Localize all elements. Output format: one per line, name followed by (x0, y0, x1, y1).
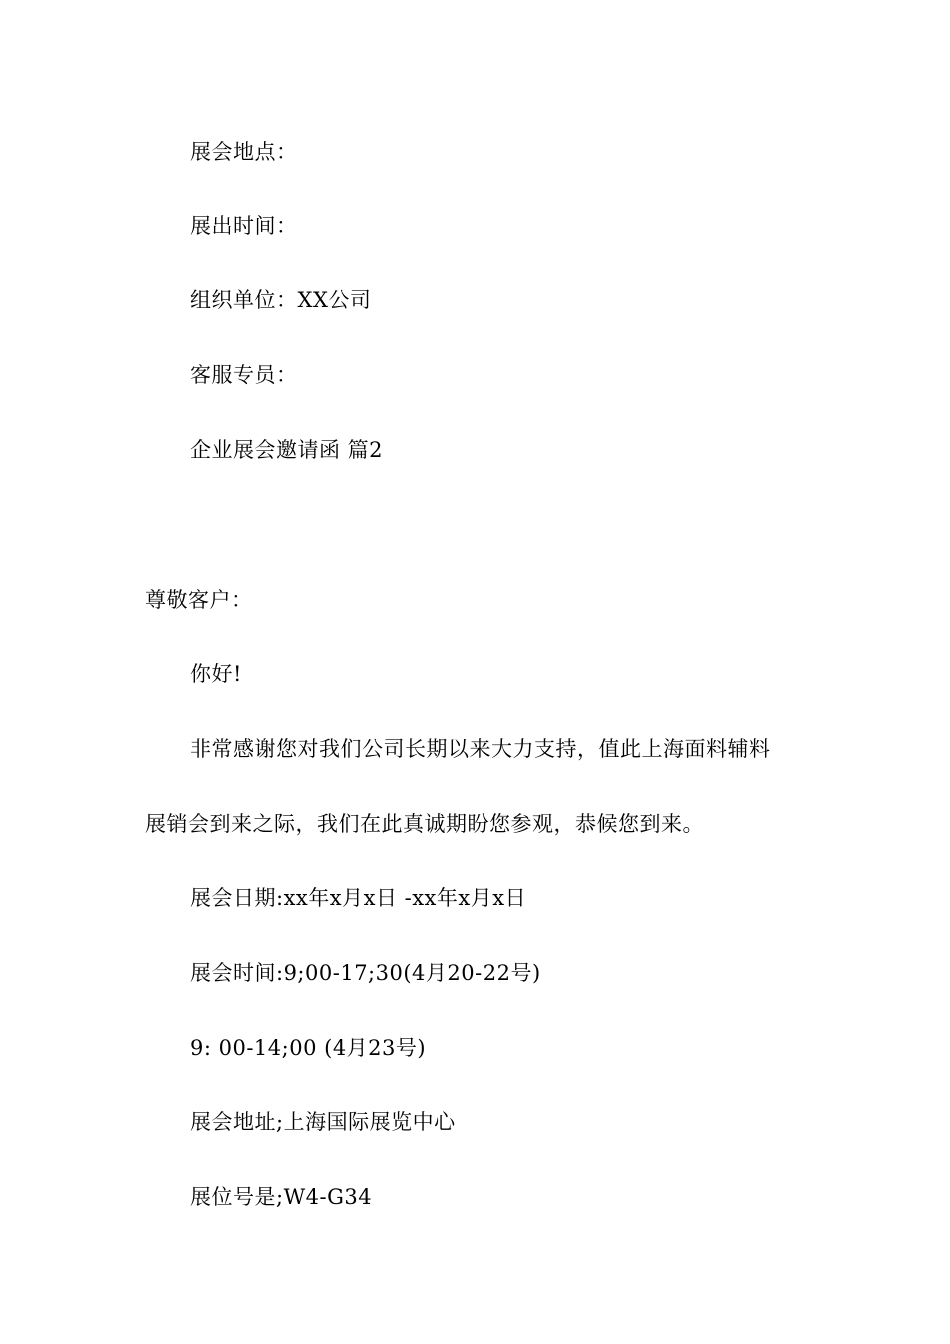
organizer-line: 组织单位：XX公司 (190, 288, 372, 312)
section-heading: 企业展会邀请函 篇2 (190, 438, 384, 462)
exhibition-hours-line: 展会时间:9;00-17;30(4月20-22号) (190, 961, 541, 985)
customer-service-line: 客服专员： (190, 363, 298, 387)
exhibition-date-line: 展会日期:xx年x月x日 -xx年x月x日 (190, 886, 527, 910)
exhibition-address-line: 展会地址;上海国际展览中心 (190, 1110, 456, 1134)
body-paragraph-line-2: 展销会到来之际，我们在此真诚期盼您参观，恭候您到来。 (145, 812, 704, 836)
exhibition-venue-line: 展会地点： (190, 140, 298, 164)
greeting: 你好! (190, 662, 242, 686)
booth-number-line: 展位号是;W4-G34 (190, 1185, 373, 1209)
exhibition-hours-last-day-line: 9: 00-14;00 (4月23号) (190, 1036, 427, 1060)
exhibition-time-line: 展出时间： (190, 214, 298, 238)
body-paragraph-line-1: 非常感谢您对我们公司长期以来大力支持，值此上海面料辅料 (190, 737, 771, 761)
salutation: 尊敬客户： (145, 588, 253, 612)
